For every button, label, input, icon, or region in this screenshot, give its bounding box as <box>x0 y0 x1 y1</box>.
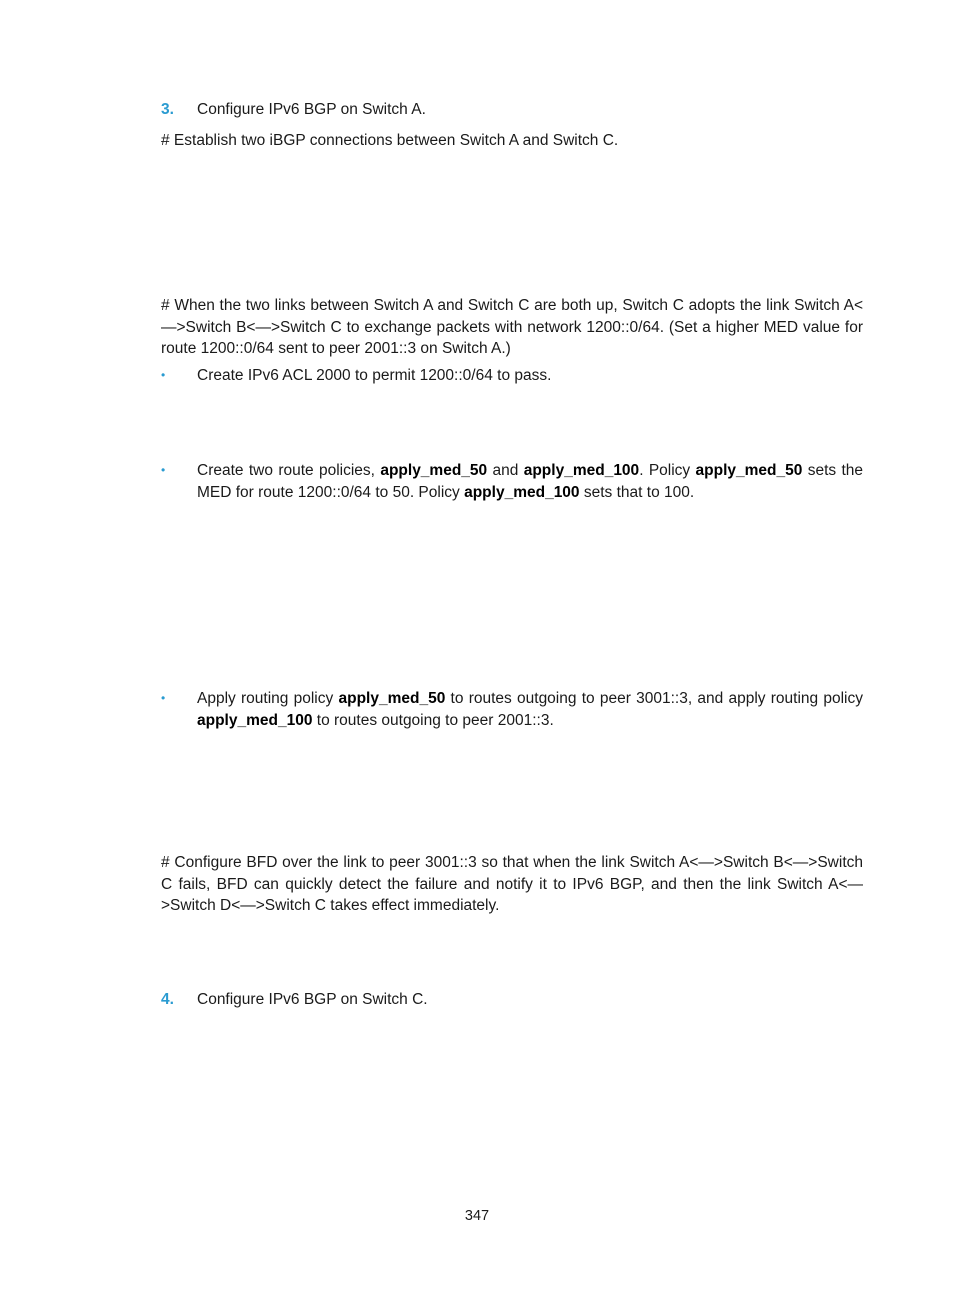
step-3 <box>161 99 863 121</box>
step-text: Configure IPv6 BGP on Switch C. <box>197 991 428 1008</box>
paragraph-ibgp: # Establish two iBGP connections between Switch A and Switch C. <box>161 132 619 149</box>
step-4 <box>161 989 863 1011</box>
step-text: Configure IPv6 BGP on Switch A. <box>197 101 426 118</box>
bullet-icon: • <box>161 691 166 705</box>
policy-name: apply_med_100 <box>523 462 640 479</box>
policy-name: apply_med_100 <box>464 483 580 501</box>
paragraph-bfd: # Configure BFD over the link to peer 3001::3 so that when the link Switch A<—>Switch B<—>Switch C fails, BFD can quickly detect the failure and notify it to IPv6 BGP, and then the link Switch A<—>Switch D<—>Switch C takes effect immediately. <box>161 854 863 914</box>
step-number: 3. <box>161 101 174 118</box>
page-number: 347 <box>464 1208 490 1224</box>
policy-name: apply_med_50 <box>695 462 803 479</box>
bullet-text: Apply routing policy apply_med_50 to routes outgoing to peer 3001::3, and apply routing policy apply_med_100 to routes outgoing to peer 2001::3. <box>197 690 863 729</box>
policy-name: apply_med_100 <box>197 711 313 729</box>
bullet-icon: • <box>161 463 166 477</box>
policy-name: apply_med_50 <box>380 462 488 479</box>
bullet-icon: • <box>161 368 166 382</box>
paragraph-med: # When the two links between Switch A and Switch C are both up, Switch C adopts the link Switch A<—>Switch B<—>Switch C to exchange packets with network 1200::0/64. (Set a higher MED value for route 1200::0/64 sent to peer 2001::3 on Switch A.) <box>161 297 863 357</box>
bullet-text: Create IPv6 ACL 2000 to permit 1200::0/64 to pass. <box>197 367 552 384</box>
bullet-acl <box>161 365 863 387</box>
step-number: 4. <box>161 991 174 1008</box>
bullet-apply-policy <box>161 688 863 731</box>
bullet-route-policies <box>161 460 863 503</box>
policy-name: apply_med_50 <box>338 690 446 707</box>
bullet-text: Create two route policies, apply_med_50 and apply_med_100. Policy apply_med_50 sets the MED for route 1200::0/64 to 50. Policy apply_med_100 sets that to 100. <box>197 462 864 501</box>
